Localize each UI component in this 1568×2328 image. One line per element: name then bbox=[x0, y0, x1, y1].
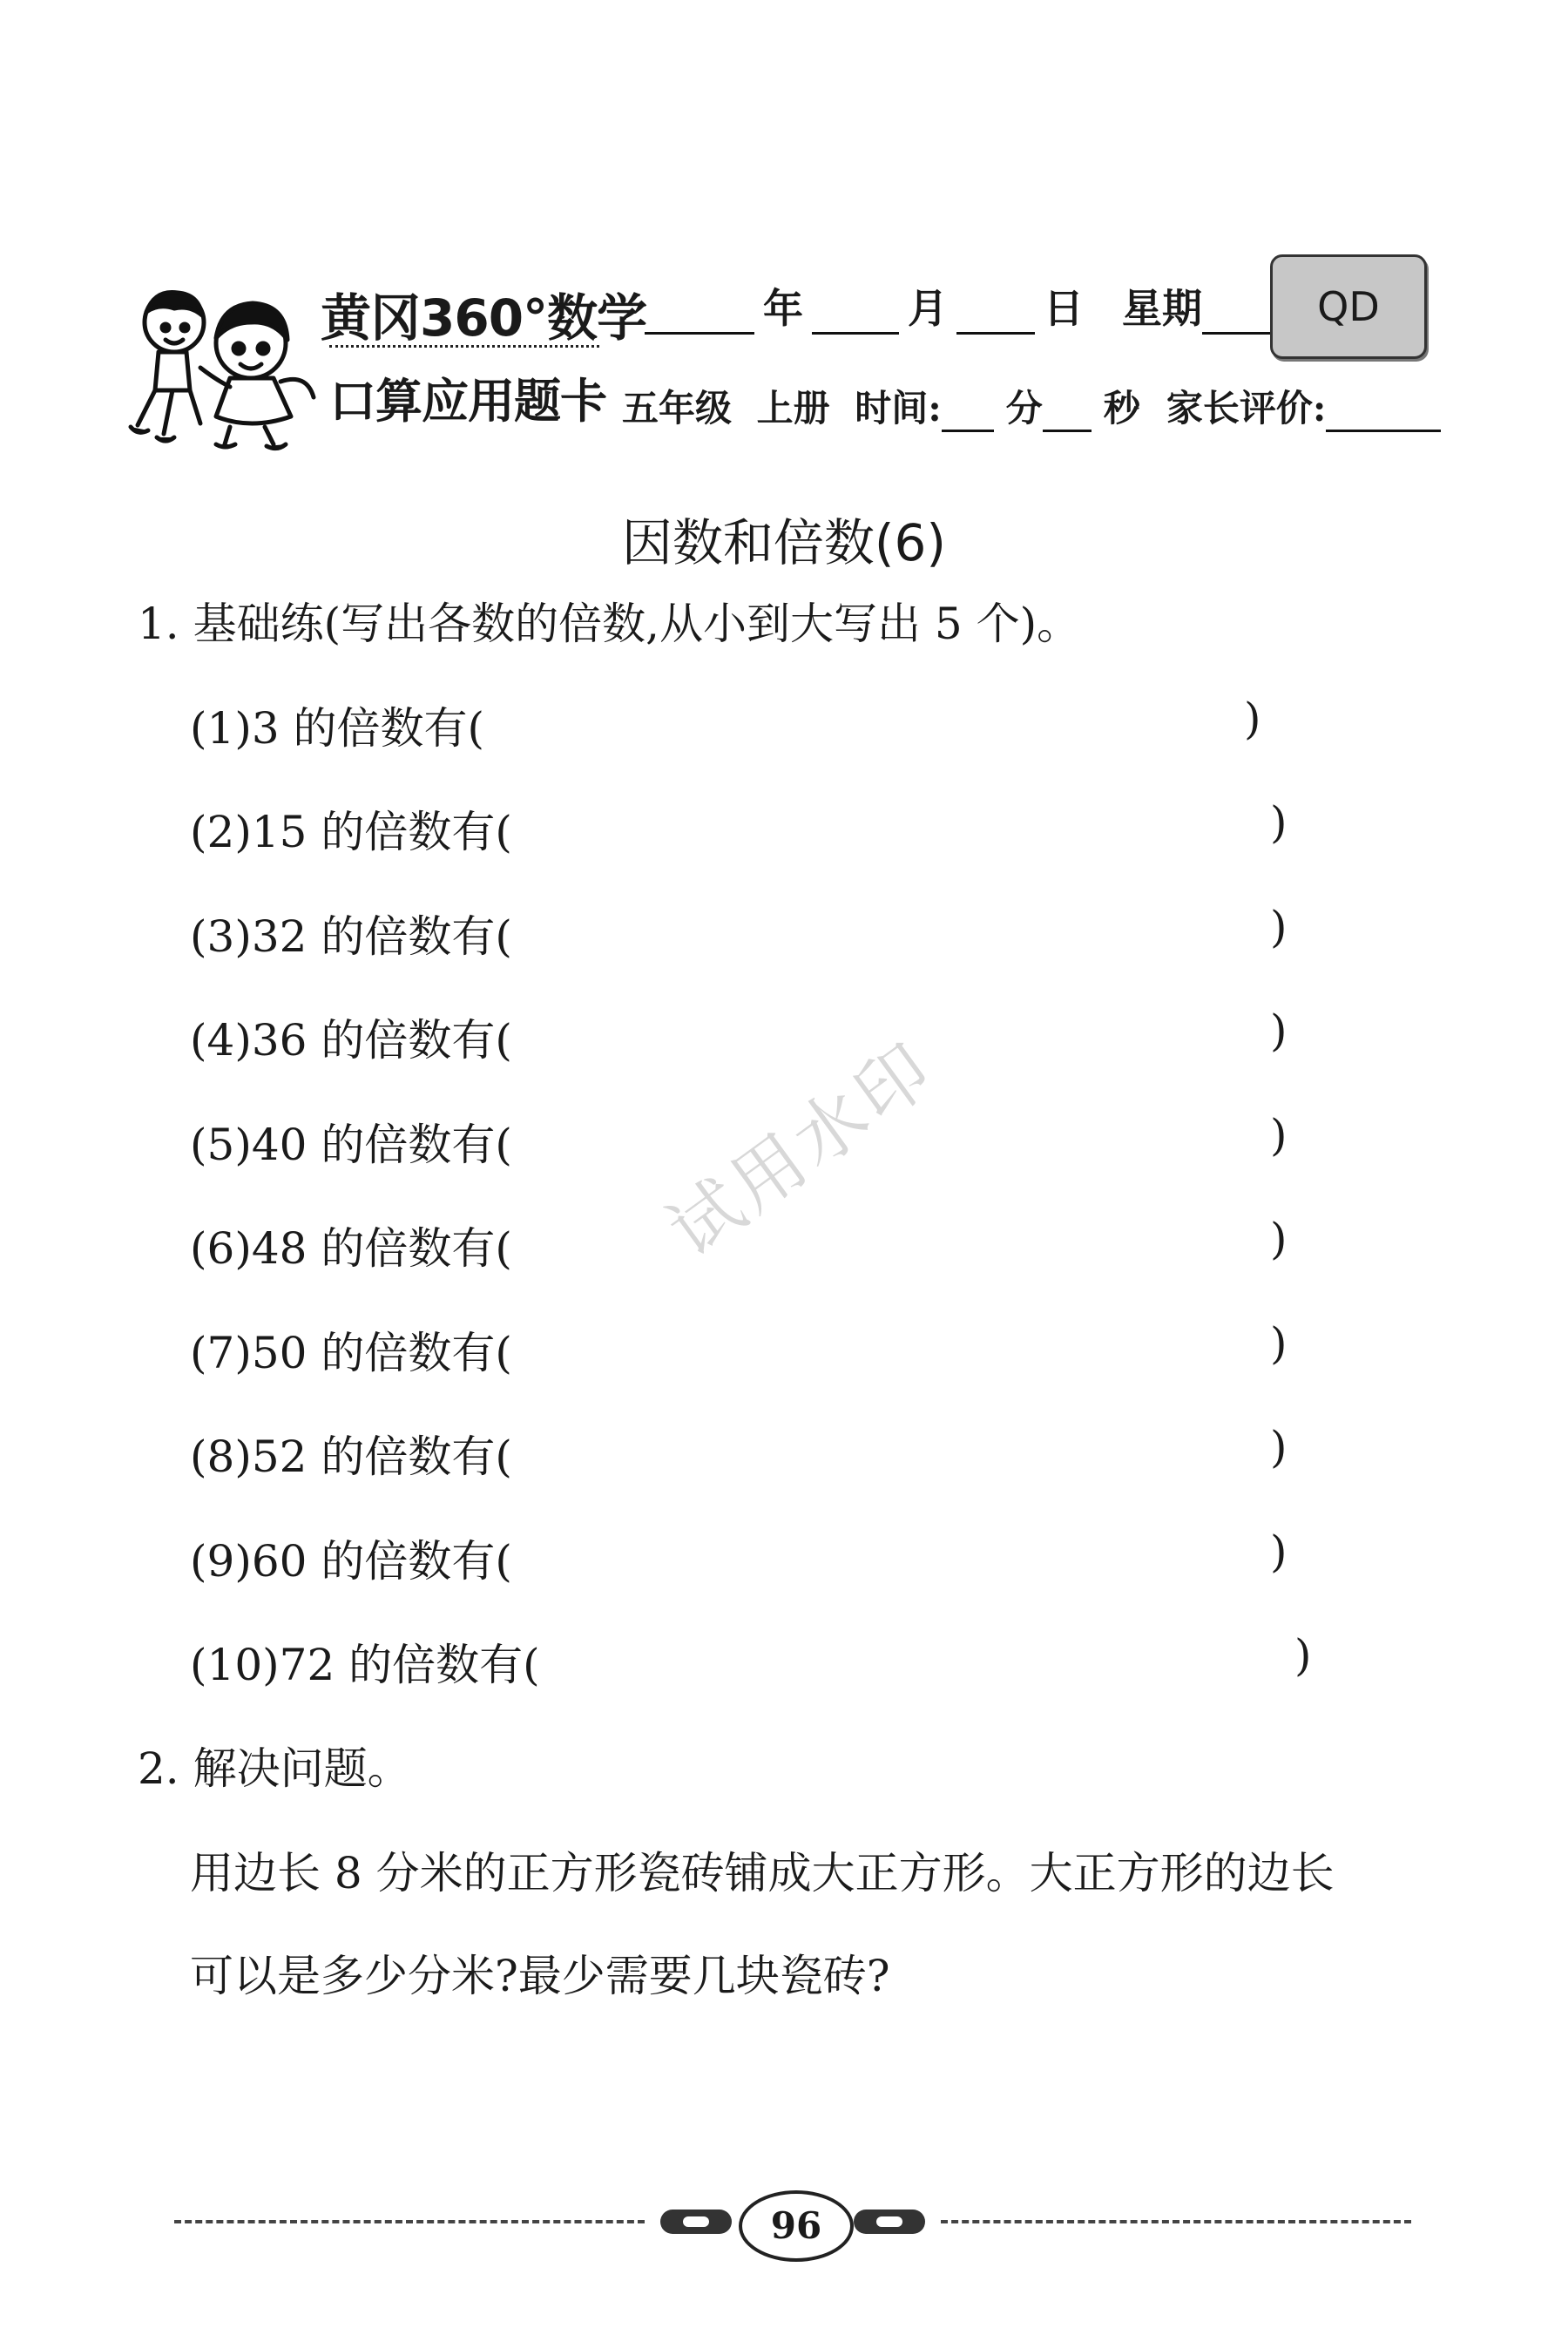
list-item-5: (5)40 的倍数有( bbox=[190, 1120, 512, 1170]
section-title: 因数和倍数(6) bbox=[621, 513, 947, 572]
closing-paren: ) bbox=[1270, 902, 1288, 952]
answer-field-6[interactable] bbox=[549, 1208, 1246, 1269]
info-row bbox=[622, 380, 1453, 432]
minute-label: 分 bbox=[1005, 387, 1043, 430]
edition-badge: QD bbox=[1270, 254, 1427, 359]
page-footer bbox=[174, 2187, 1411, 2257]
problem-text-line2: 可以是多少分米?最少需要几块瓷砖? bbox=[190, 1951, 890, 2001]
list-item-8: (8)52 的倍数有( bbox=[190, 1431, 512, 1482]
day-blank[interactable] bbox=[956, 332, 1035, 335]
list-item-10: (10)72 的倍数有( bbox=[190, 1640, 540, 1690]
year-blank[interactable] bbox=[645, 332, 754, 335]
question1-heading: 1. 基础练(写出各数的倍数,从小到大写出 5 个)。 bbox=[138, 599, 1081, 649]
worksheet-header bbox=[0, 0, 1568, 488]
second-label: 秒 bbox=[1103, 387, 1140, 430]
list-item-9: (9)60 的倍数有( bbox=[190, 1536, 512, 1587]
answer-field-2[interactable] bbox=[549, 792, 1246, 853]
closing-paren: ) bbox=[1270, 1318, 1288, 1369]
page-number: 96 bbox=[739, 2190, 854, 2262]
parent-eval-label: 家长评价: bbox=[1166, 387, 1327, 430]
answer-field-3[interactable] bbox=[549, 897, 1246, 958]
month-label: 月 bbox=[908, 285, 948, 332]
closing-paren: ) bbox=[1244, 694, 1261, 744]
list-item-2: (2)15 的倍数有( bbox=[190, 807, 512, 857]
grade-label: 五年级 bbox=[622, 387, 733, 430]
watermark: 试用水印 bbox=[653, 1025, 951, 1274]
problem-text-line1: 用边长 8 分米的正方形瓷砖铺成大正方形。大正方形的边长 bbox=[190, 1848, 1335, 1898]
list-item-3: (3)32 的倍数有( bbox=[190, 911, 512, 962]
footer-ornament-right bbox=[854, 2210, 925, 2234]
closing-paren: ) bbox=[1270, 1110, 1288, 1161]
list-item-1: (1)3 的倍数有( bbox=[190, 703, 485, 754]
volume-label: 上册 bbox=[756, 387, 830, 430]
footer-dashes-right bbox=[941, 2220, 1411, 2223]
answer-field-8[interactable] bbox=[549, 1417, 1246, 1478]
time-label: 时间: bbox=[855, 387, 942, 430]
closing-paren: ) bbox=[1270, 797, 1288, 848]
day-label: 日 bbox=[1044, 285, 1084, 332]
closing-paren: ) bbox=[1294, 1630, 1312, 1681]
brand-divider bbox=[329, 345, 599, 348]
answer-field-9[interactable] bbox=[549, 1521, 1246, 1582]
second-blank[interactable] bbox=[1043, 430, 1092, 432]
list-item-4: (4)36 的倍数有( bbox=[190, 1015, 512, 1066]
parent-eval-blank[interactable] bbox=[1326, 430, 1441, 432]
closing-paren: ) bbox=[1270, 1422, 1288, 1472]
brand-subtitle: 口算应用题卡 bbox=[329, 374, 606, 429]
answer-field-7[interactable] bbox=[549, 1313, 1246, 1374]
footer-dashes-left bbox=[174, 2220, 645, 2223]
weekday-label: 星期 bbox=[1122, 285, 1202, 332]
cartoon-kids-icon bbox=[120, 277, 329, 451]
closing-paren: ) bbox=[1270, 1214, 1288, 1264]
brand-title: 黄冈360°数学 bbox=[321, 288, 647, 348]
minute-blank[interactable] bbox=[942, 430, 994, 432]
answer-field-1[interactable] bbox=[523, 688, 1220, 749]
footer-ornament-left bbox=[660, 2210, 732, 2234]
month-blank[interactable] bbox=[812, 332, 899, 335]
list-item-7: (7)50 的倍数有( bbox=[190, 1328, 512, 1378]
answer-field-10[interactable] bbox=[575, 1625, 1272, 1686]
closing-paren: ) bbox=[1270, 1526, 1288, 1577]
date-row bbox=[645, 277, 1286, 335]
year-label: 年 bbox=[763, 285, 803, 332]
closing-paren: ) bbox=[1270, 1005, 1288, 1056]
question2-heading: 2. 解决问题。 bbox=[138, 1743, 411, 1794]
list-item-6: (6)48 的倍数有( bbox=[190, 1223, 512, 1274]
